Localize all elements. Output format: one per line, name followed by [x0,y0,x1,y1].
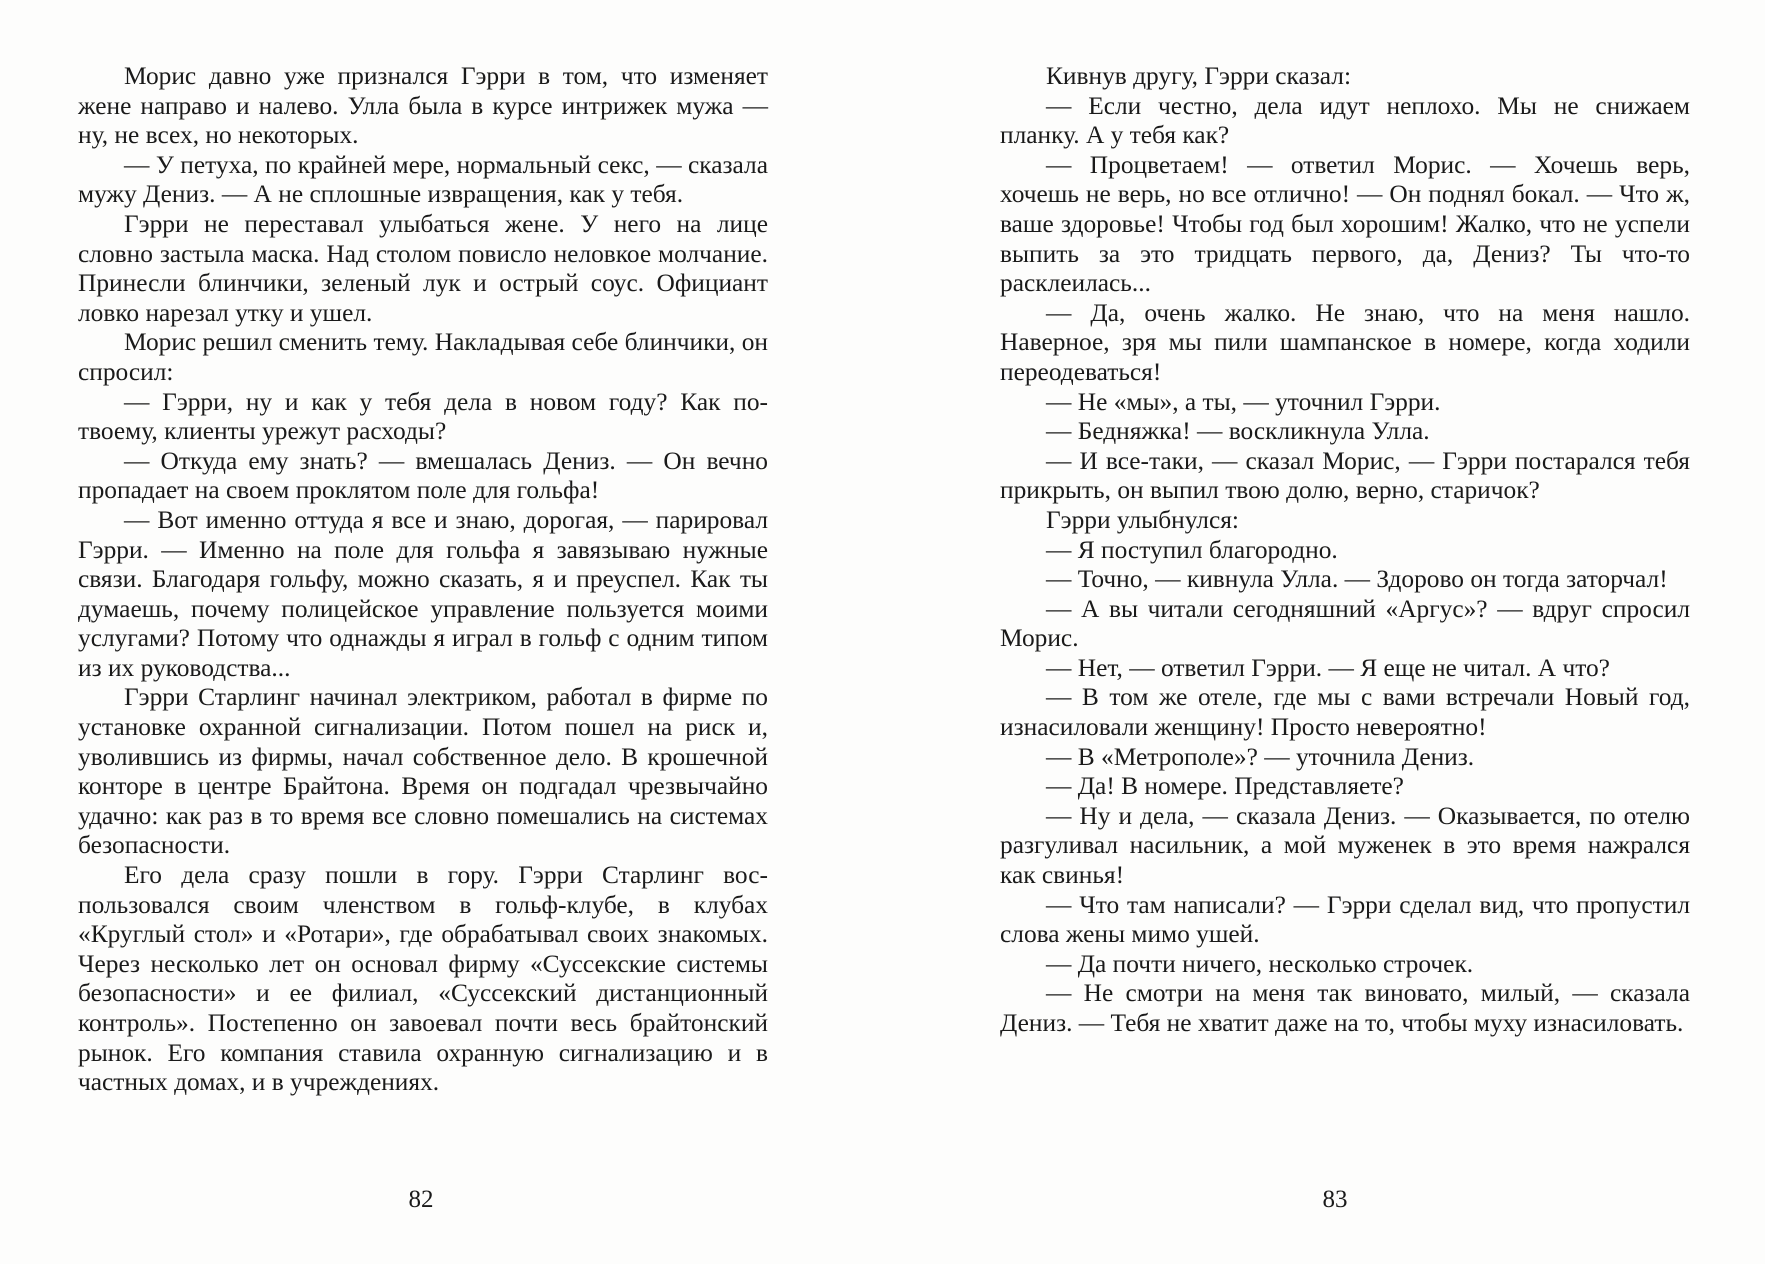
paragraph: — Процветаем! — ответил Морис. — Хочешь верь, хочешь не верь, но все отлично! — Он поднял бокал. — Что ж, ваше здоровье! Чтобы год был хорошим! Жалко, что не успели выпить за это тридцать первого, да, Дениз? Ты что-то расклеилась... [1000,150,1690,298]
paragraph: — И все-таки, — сказал Морис, — Гэрри постарался тебя прикрыть, он выпил твою долю, верно, старичок? [1000,446,1690,505]
paragraph: — Ну и дела, — сказала Дениз. — Оказывается, по отелю разгуливал насильник, а мой муженек в это время нажрался как свинья! [1000,801,1690,890]
paragraph: — Бедняжка! — воскликнула Улла. [1046,417,1430,446]
paragraph: — А вы читали сегодняшний «Аргус»? — вдруг спросил Морис. [1000,594,1690,653]
paragraph: Кивнув другу, Гэрри сказал: [1046,62,1352,90]
left-page-text [78,62,768,1098]
paragraph: Морис давно уже признался Гэрри в том, что изменяет жене направо и налево. Улла была в курсе интрижек мужа — ну, не всех, но некоторых. [78,62,768,150]
paragraph: — Да, очень жалко. Не знаю, что на меня нашло. Наверное, зря мы пили шампанское в номере, когда ходили переодеваться! [1000,298,1690,386]
paragraph: Морис решил сменить тему. Накладывая себе блинчики, он спросил: [78,328,769,386]
paragraph: — Я поступил благородно. [1046,535,1338,564]
paragraph: Гэрри не переставал улыбаться жене. У него на лице словно застыла маска. Над столом повисло неловкое молчание. Принесли блинчики, зеленый лук и острый соус. Официант ловко нарезал утку и ушел. [78,209,768,327]
paragraph: Его дела сразу пошли в гору. Гэрри Старлинг воспользовался своим членством в гольф-клубе, в клубах «Круглый стол» и «Ротари», где обрабатывал своих знакомых. Через несколько лет он основал фирму «Суссекские системы безопасности» и ее филиал, «Суссекский дистанционный контроль». Постепенно он завоевал почти весь брайтонский рынок. Его компания ставила охранную сигнализацию и в частных домах, и в учреждениях. [78,861,768,1097]
paragraph: — Гэрри, ну и как у тебя дела в новом году? Как по-твоему, клиенты урежут расходы? [78,387,768,446]
paragraph: — Да! В номере. Представляете? [1046,772,1404,801]
paragraph: Гэрри Старлинг начинал электриком, работал в фирме по установке охранной сигнализации. Потом пошел на риск и, уволившись из фирмы, начал собственное дело. В крошечной конторе в центре Брайтона. Время он подгадал чрезвычайно удачно: как раз в то время все словно помешались на системах безопасности. [78,683,768,860]
paragraph: — Да почти ничего, несколько строчек. [1046,949,1474,978]
paragraph: — У петуха, по крайней мере, нормальный секс, — сказала мужу Дениз. — А не сплошные извращения, как у тебя. [78,150,768,209]
right-page-number: 83 [1322,1186,1348,1213]
paragraph: — Что там написали? — Гэрри сделал вид, что пропустил слова жены мимо ушей. [1000,890,1690,949]
paragraph: — Не смотри на меня так виновато, милый, — сказала Дениз. — Тебя не хватит даже на то, чтобы муху изнасиловать. [1000,979,1690,1037]
paragraph: — В «Метрополе»? — уточнила Дениз. [1046,742,1475,771]
paragraph: Гэрри улыбнулся: [1046,505,1239,534]
right-page-text [1000,62,1690,1039]
paragraph: — Если честно, дела идут неплохо. Мы не снижаем планку. А у тебя как? [1000,91,1690,150]
paragraph: — Не «мы», а ты, — уточнил Гэрри. [1046,387,1441,416]
paragraph: — Нет, — ответил Гэрри. — Я еще не читал. А что? [1046,653,1610,682]
paragraph: — Точно, — кивнула Улла. — Здорово он тогда заторчал! [1046,565,1668,594]
paragraph: — В том же отеле, где мы с вами встречали Новый год, изнасиловали женщину! Просто невероятно! [1000,683,1690,742]
paragraph: — Вот именно оттуда я все и знаю, дорогая, — парировал Гэрри. — Именно на поле для гольфа я завязываю нужные связи. Благодаря гольфу, можно сказать, я и преуспел. Как ты думаешь, почему полицейское управление пользуется моими услугами? Потому что однажды я играл в гольф с одним типом из их руководства... [78,505,768,682]
left-page-number: 82 [408,1186,434,1213]
paragraph: — Откуда ему знать? — вмешалась Дениз. — Он вечно пропадает на своем проклятом поле для гольфа! [78,446,768,505]
